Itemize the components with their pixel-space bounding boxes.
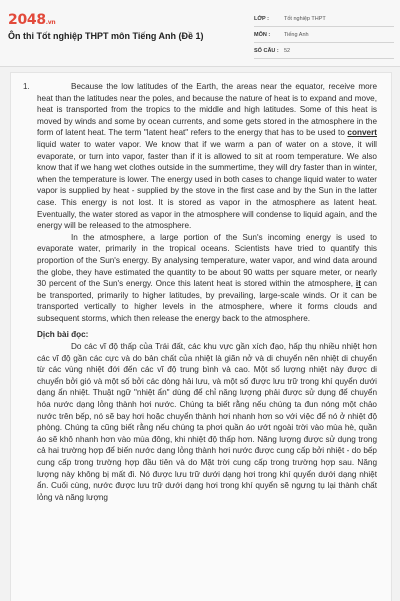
meta-row-subject bbox=[254, 27, 394, 43]
passage-paragraph-1 bbox=[37, 81, 377, 232]
question-card bbox=[10, 72, 392, 601]
passage-text: can be transported, primarily to higher latitudes, by prevailing, large-scale winds. Or it can be transported vertically to higher levels in the atmosphere, where it forms clouds and subsequent storms, which then release the energy back to the atmosphere. bbox=[37, 279, 377, 323]
passage-text: Because the low latitudes of the Earth, the areas near the equator, receive more heat than the latitudes near the poles, and because the nature of heat is to expand and move, heat is transported from the tropics to the middle and high latitudes. Some of this heat is moved by winds and some by ocean currents, and some gets stored in the atmosphere in the form of latent heat. The term "latent heat" refers to the energy that has to be used to bbox=[37, 82, 377, 138]
keyword-convert: convert bbox=[347, 128, 377, 138]
header bbox=[0, 0, 400, 66]
meta-value: Tiếng Anh bbox=[284, 31, 309, 38]
passage-text: liquid water to water vapor. We know that if we warm a pan of water on a stove, it will evaporate, or turn into vapor, faster than if it is allowed to sit at room temperature. We also know that if we hang wet clothes outside in the summertime, they will dry faster than in winter, when the temperature is lower. The energy used in both cases to change liquid water to water vapor is supplied by heat - supplied by the stove in the first case and by the Sun in the latter case. This energy is not lost. It is stored as vapor in the atmosphere as latent heat. Eventually, the water stored as vapor in the atmosphere will condense to liquid again, and the energy will be released to the atmosphere. bbox=[37, 139, 377, 231]
exam-meta-table bbox=[254, 11, 394, 59]
reading-passage bbox=[37, 81, 377, 503]
translation-heading: Dịch bài đọc: bbox=[37, 330, 89, 340]
meta-row-class bbox=[254, 11, 394, 27]
meta-label: LỚP : bbox=[254, 15, 269, 22]
exam-title: Ôn thi Tốt nghiệp THPT môn Tiếng Anh (Đề 1) bbox=[8, 31, 204, 41]
keyword-it: it bbox=[355, 279, 361, 289]
meta-value: Tốt nghiệp THPT bbox=[284, 15, 326, 22]
question-number: 1. bbox=[23, 82, 30, 91]
meta-label: SỐ CÂU : bbox=[254, 47, 279, 54]
translation-paragraph-1: Do các vĩ độ thấp của Trái đất, các khu vực gần xích đạo, hấp thụ nhiều nhiệt hơn các vĩ độ gần các cực và do bản chất của nhiệt là giãn nở và di chuyển nên nhiệt di chuyển từ các vùng nhiệt đới đến các vĩ độ trung bình và cao. Một số lượng nhiệt này được di chuyển bởi gió và một số bởi các dòng hải lưu, và một số được lưu trữ trong khí quyển dưới dạng ẩn nhiệt. Thuật ngữ "nhiệt ẩn" dùng để chỉ năng lượng phải được sử dụng để chuyển hóa nước dạng lỏng thành hơi nước. Chúng ta biết rằng nếu chúng ta đun nóng một chảo nước trên bếp, nó sẽ bay hơi hoặc chuyển thành hơi nhanh hơn so với việc để nó ở nhiệt độ phòng. Chúng ta cũng biết rằng nếu chúng ta phơi quần áo ướt ngoài trời vào mùa hè, quần áo sẽ khô nhanh hơn vào mùa đông, khi nhiệt độ thấp hơn. Năng lượng được sử dụng trong cả hai trường hợp để biến nước dạng lỏng thành hơi nước được cung cấp bởi nhiệt - do bếp cung cấp trong trường hợp đầu tiên và do Mặt trời cung cấp trong trường hợp sau. Năng lượng này không bị mất đi. Nó được lưu trữ dưới dạng hơi trong khí quyển dưới dạng nhiệt ẩn. Cuối cùng, nước được lưu trữ dưới dạng hơi trong khí quyển sẽ ngưng tụ lại thành chất lỏng và năng lượng bbox=[37, 342, 377, 502]
passage-text: In the atmosphere, a large portion of the Sun's incoming energy is used to evaporate water, primarily in the tropical oceans. Scientists have tried to quantify this proportion of the Sun's energy. By analysing temperature, water vapor, and wind data around the globe, they have estimated the quantity to be about 90 watts per square meter, or nearly 30 percent of the Sun's energy. Once this latent heat is stored within the atmosphere, bbox=[37, 232, 377, 289]
logo-suffix: .vn bbox=[45, 19, 56, 26]
site-logo[interactable] bbox=[8, 12, 55, 28]
logo-text: 2048 bbox=[8, 12, 46, 28]
meta-row-question-count bbox=[254, 43, 394, 59]
meta-value: 52 bbox=[284, 47, 291, 54]
passage-paragraph-2 bbox=[37, 232, 377, 325]
header-divider bbox=[0, 66, 400, 67]
meta-label: MÔN : bbox=[254, 31, 271, 38]
